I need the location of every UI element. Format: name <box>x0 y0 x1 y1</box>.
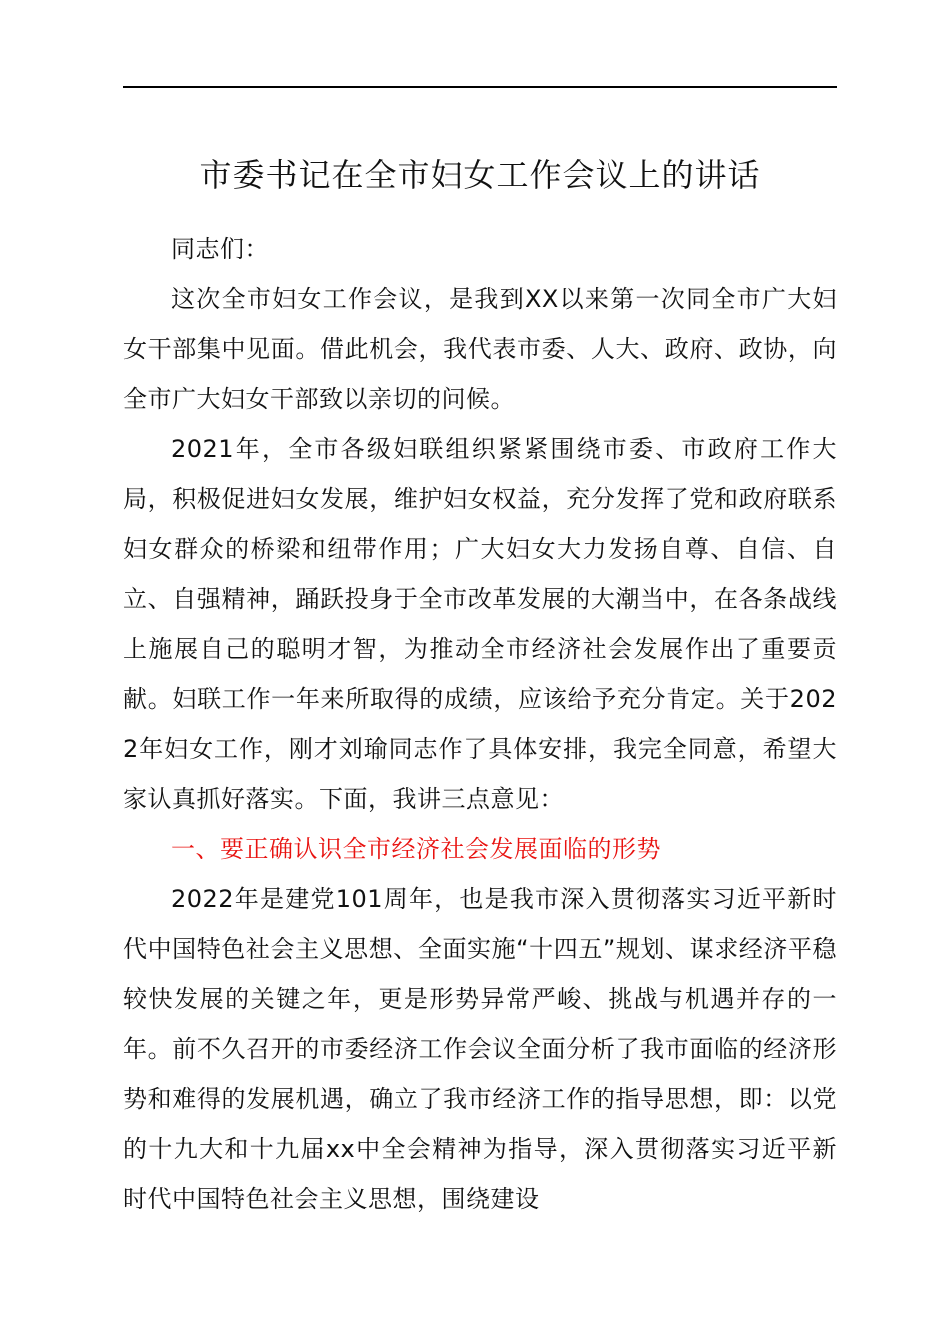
document-body <box>123 224 837 1224</box>
salutation: 同志们： <box>171 235 269 263</box>
paragraph-situation: 2022年是建党101周年，也是我市深入贯彻落实习近平新时代中国特色社会主义思想、全面实施“十四五”规划、谋求经济平稳较快发展的关键之年，更是形势异常严峻、挑战与机遇并存的一年。前不久召开的市委经济工作会议全面分析了我市面临的经济形势和难得的发展机遇，确立了我市经济工作的指导思想，即：以党的十九大和十九届xx中全会精神为指导，深入贯彻落实习近平新时代中国特色社会主义思想，围绕建设 <box>123 885 837 1213</box>
paragraph-intro: 这次全市妇女工作会议，是我到XX以来第一次同全市广大妇女干部集中见面。借此机会，我代表市委、人大、政府、政协，向全市广大妇女干部致以亲切的问候。 <box>123 285 837 413</box>
header-divider <box>123 86 837 88</box>
section-heading-1: 一、要正确认识全市经济社会发展面临的形势 <box>171 835 661 863</box>
paragraph-review: 2021年，全市各级妇联组织紧紧围绕市委、市政府工作大局，积极促进妇女发展，维护妇女权益，充分发挥了党和政府联系妇女群众的桥梁和纽带作用；广大妇女大力发扬自尊、自信、自立、自强精神，踊跃投身于全市改革发展的大潮当中，在各条战线上施展自己的聪明才智，为推动全市经济社会发展作出了重要贡献。妇联工作一年来所取得的成绩，应该给予充分肯定。关于2022年妇女工作，刚才刘瑜同志作了具体安排，我完全同意，希望大家认真抓好落实。下面，我讲三点意见： <box>123 435 837 813</box>
document-title: 市委书记在全市妇女工作会议上的讲话 <box>199 156 761 194</box>
